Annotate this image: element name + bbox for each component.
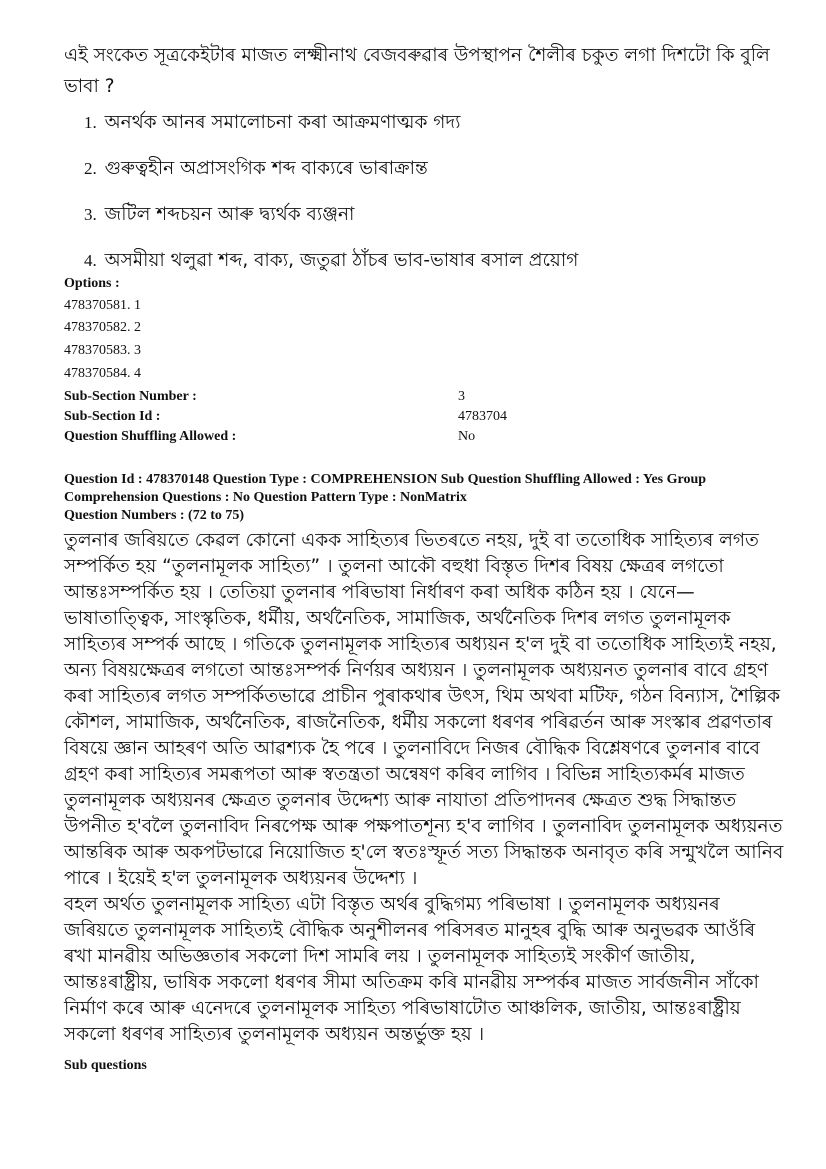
option-text: অনৰ্থক আনৰ সমালোচনা কৰা আক্ৰমণাত্মক গদ্য <box>104 112 461 133</box>
question-info <box>64 471 784 525</box>
option-id: 478370584. 4 <box>64 366 141 381</box>
question-numbers: Question Numbers : (72 to 75) <box>64 508 245 523</box>
sub-section-id-value: 4783704 <box>458 409 507 424</box>
question-shuffling-label: Question Shuffling Allowed : <box>64 429 237 444</box>
option-number: 4. <box>84 251 97 270</box>
options-label: Options : <box>64 276 120 291</box>
option-id: 478370582. 2 <box>64 320 141 335</box>
passage-paragraph: তুলনাৰ জৰিয়তে কেৱল কোনো একক সাহিত্যৰ ভিতৰতে নহয়, দুই বা ততোধিক সাহিত্যৰ লগত সম্পৰ্কিত হয় “তুলনামূলক সাহিত্য” । তুলনা আকৌ বহুধা বিস্তৃত দিশৰ বিষয় ক্ষেত্ৰৰ লগতো আন্তঃসম্পৰ্কিত হয় । তেতিয়া তুলনাৰ পৰিভাষা নিৰ্ধাৰণ কৰা অধিক কঠিন হয় । যেনে— ভাষাতাত্ত্বিক, সাংস্কৃতিক, ধৰ্মীয়, অৰ্থনৈতিক, সামাজিক, অৰ্থনৈতিক দিশৰ লগত তুলনামূলক সাহিত্যৰ সম্পৰ্ক আছে । গতিকে তুলনামূলক সাহিত্যৰ অধ্যয়ন হ'ল দুই বা ততোধিক সাহিত্যই নহয়, অন্য বিষয়ক্ষেত্ৰৰ লগতো আন্তঃসম্পৰ্ক নিৰ্ণয়ৰ অধ্যয়ন । তুলনামূলক অধ্যয়নত তুলনাৰ বাবে গ্ৰহণ কৰা সাহিত্যৰ লগত সম্পৰ্কিতভাৱে প্ৰাচীন পুৰাকথাৰ উৎস, থিম অথবা মটিফ, গঠন বিন্যাস, শৈল্পিক কৌশল, সামাজিক, অৰ্থনৈতিক, ৰাজনৈতিক, ধৰ্মীয় সকলো ধৰণৰ পৰিৱৰ্তন আৰু সংস্কাৰ প্ৰৱণতাৰ বিষয়ে জ্ঞান আহৰণ অতি আৱশ্যক হৈ পৰে । তুলনাবিদে নিজৰ বৌদ্ধিক বিশ্লেষণৰে তুলনাৰ বাবে গ্ৰহণ কৰা সাহিত্যৰ সমৰূপতা আৰু স্বতন্ত্ৰতা অন্বেষণ কৰিব লাগিব । বিভিন্ন সাহিত্যকৰ্মৰ মাজত তুলনামূলক অধ্যয়নৰ ক্ষেত্ৰত তুলনাৰ উদ্দেশ্য আৰু নাযাতা প্ৰতিপাদনৰ ক্ষেত্ৰত শুদ্ধ সিদ্ধান্তত উপনীত হ'বলৈ তুলনাবিদ নিৰপেক্ষ আৰু পক্ষপাতশূন্য হ'ব লাগিব । তুলনাবিদ তুলনামূলক অধ্যয়নত আন্তৰিক আৰু অকপটভাৱে নিয়োজিত হ'লে স্বতঃস্ফূৰ্ত সত্য সিদ্ধান্তক অনাবৃত কৰি সন্মুখলৈ আনিব পাৰে । ইয়েই হ'ল তুলনামূলক অধ্যয়নৰ উদ্দেশ্য । <box>64 530 784 889</box>
option-text: জটিল শব্দচয়ন আৰু দ্ব্যৰ্থক ব্যঞ্জনা <box>104 204 355 225</box>
option-number: 2. <box>84 159 97 178</box>
option-text: গুৰুত্বহীন অপ্ৰাসংগিক শব্দ বাক্যৰে ভাৰাক্ৰান্ত <box>104 158 428 179</box>
question-meta-line: Question Id : 478370148 Question Type : COMPREHENSION Sub Question Shuffling Allowed : Yes Group Comprehension Questions : No Question Pattern Type : NonMatrix <box>64 472 707 505</box>
option-4 <box>84 248 784 274</box>
question-text: এই সংকেত সূত্ৰকেইটাৰ মাজত লক্ষ্মীনাথ বেজবৰুৱাৰ উপস্থাপন শৈলীৰ চকুত লগা দিশটো কি বুলি ভাবা ? <box>64 45 770 97</box>
option-1 <box>84 110 784 136</box>
question-shuffling-value: No <box>458 429 476 444</box>
option-id: 478370583. 3 <box>64 343 141 358</box>
passage-paragraph: বহল অৰ্থত তুলনামূলক সাহিত্য এটা বিস্তৃত অৰ্থৰ বুদ্ধিগম্য পৰিভাষা । তুলনামূলক অধ্যয়নৰ জৰিয়তে তুলনামূলক সাহিত্যই বৌদ্ধিক অনুশীলনৰ পৰিসৰত মানুহৰ বুদ্ধি আৰু অনুভৱক আওঁৰি ৰখা মানৱীয় অভিজ্ঞতাৰ সকলো দিশ সামৰি লয় । তুলনামূলক সাহিত্যই সংকীৰ্ণ জাতীয়, আন্তঃৰাষ্ট্ৰীয়, ভাষিক সকলো ধৰণৰ সীমা অতিক্ৰম কৰি মানৱীয় সম্পৰ্কৰ মাজত সাৰ্বজনীন সাঁকো নিৰ্মাণ কৰে আৰু এনেদৰে তুলনামূলক সাহিত্য পৰিভাষাটোত আঞ্চলিক, জাতীয়, আন্তঃৰাষ্ট্ৰীয় সকলো ধৰণৰ সাহিত্যৰ তুলনামূলক অধ্যয়ন অন্তৰ্ভুক্ত হয় । <box>64 894 759 1045</box>
option-3 <box>84 202 784 228</box>
option-number: 1. <box>84 113 97 132</box>
option-number: 3. <box>84 205 97 224</box>
sub-questions-label: Sub questions <box>64 1058 147 1073</box>
option-2 <box>84 156 784 182</box>
sub-section-number-value: 3 <box>458 389 465 404</box>
comprehension-passage <box>64 528 788 1048</box>
sub-section-number-label: Sub-Section Number : <box>64 389 197 404</box>
sub-section-id-label: Sub-Section Id : <box>64 409 161 424</box>
option-id: 478370581. 1 <box>64 298 141 313</box>
option-text: অসমীয়া থলুৱা শব্দ, বাক্য, জতুৱা ঠাঁচৰ ভাব-ভাষাৰ ৰসাল প্ৰয়োগ <box>104 250 579 271</box>
